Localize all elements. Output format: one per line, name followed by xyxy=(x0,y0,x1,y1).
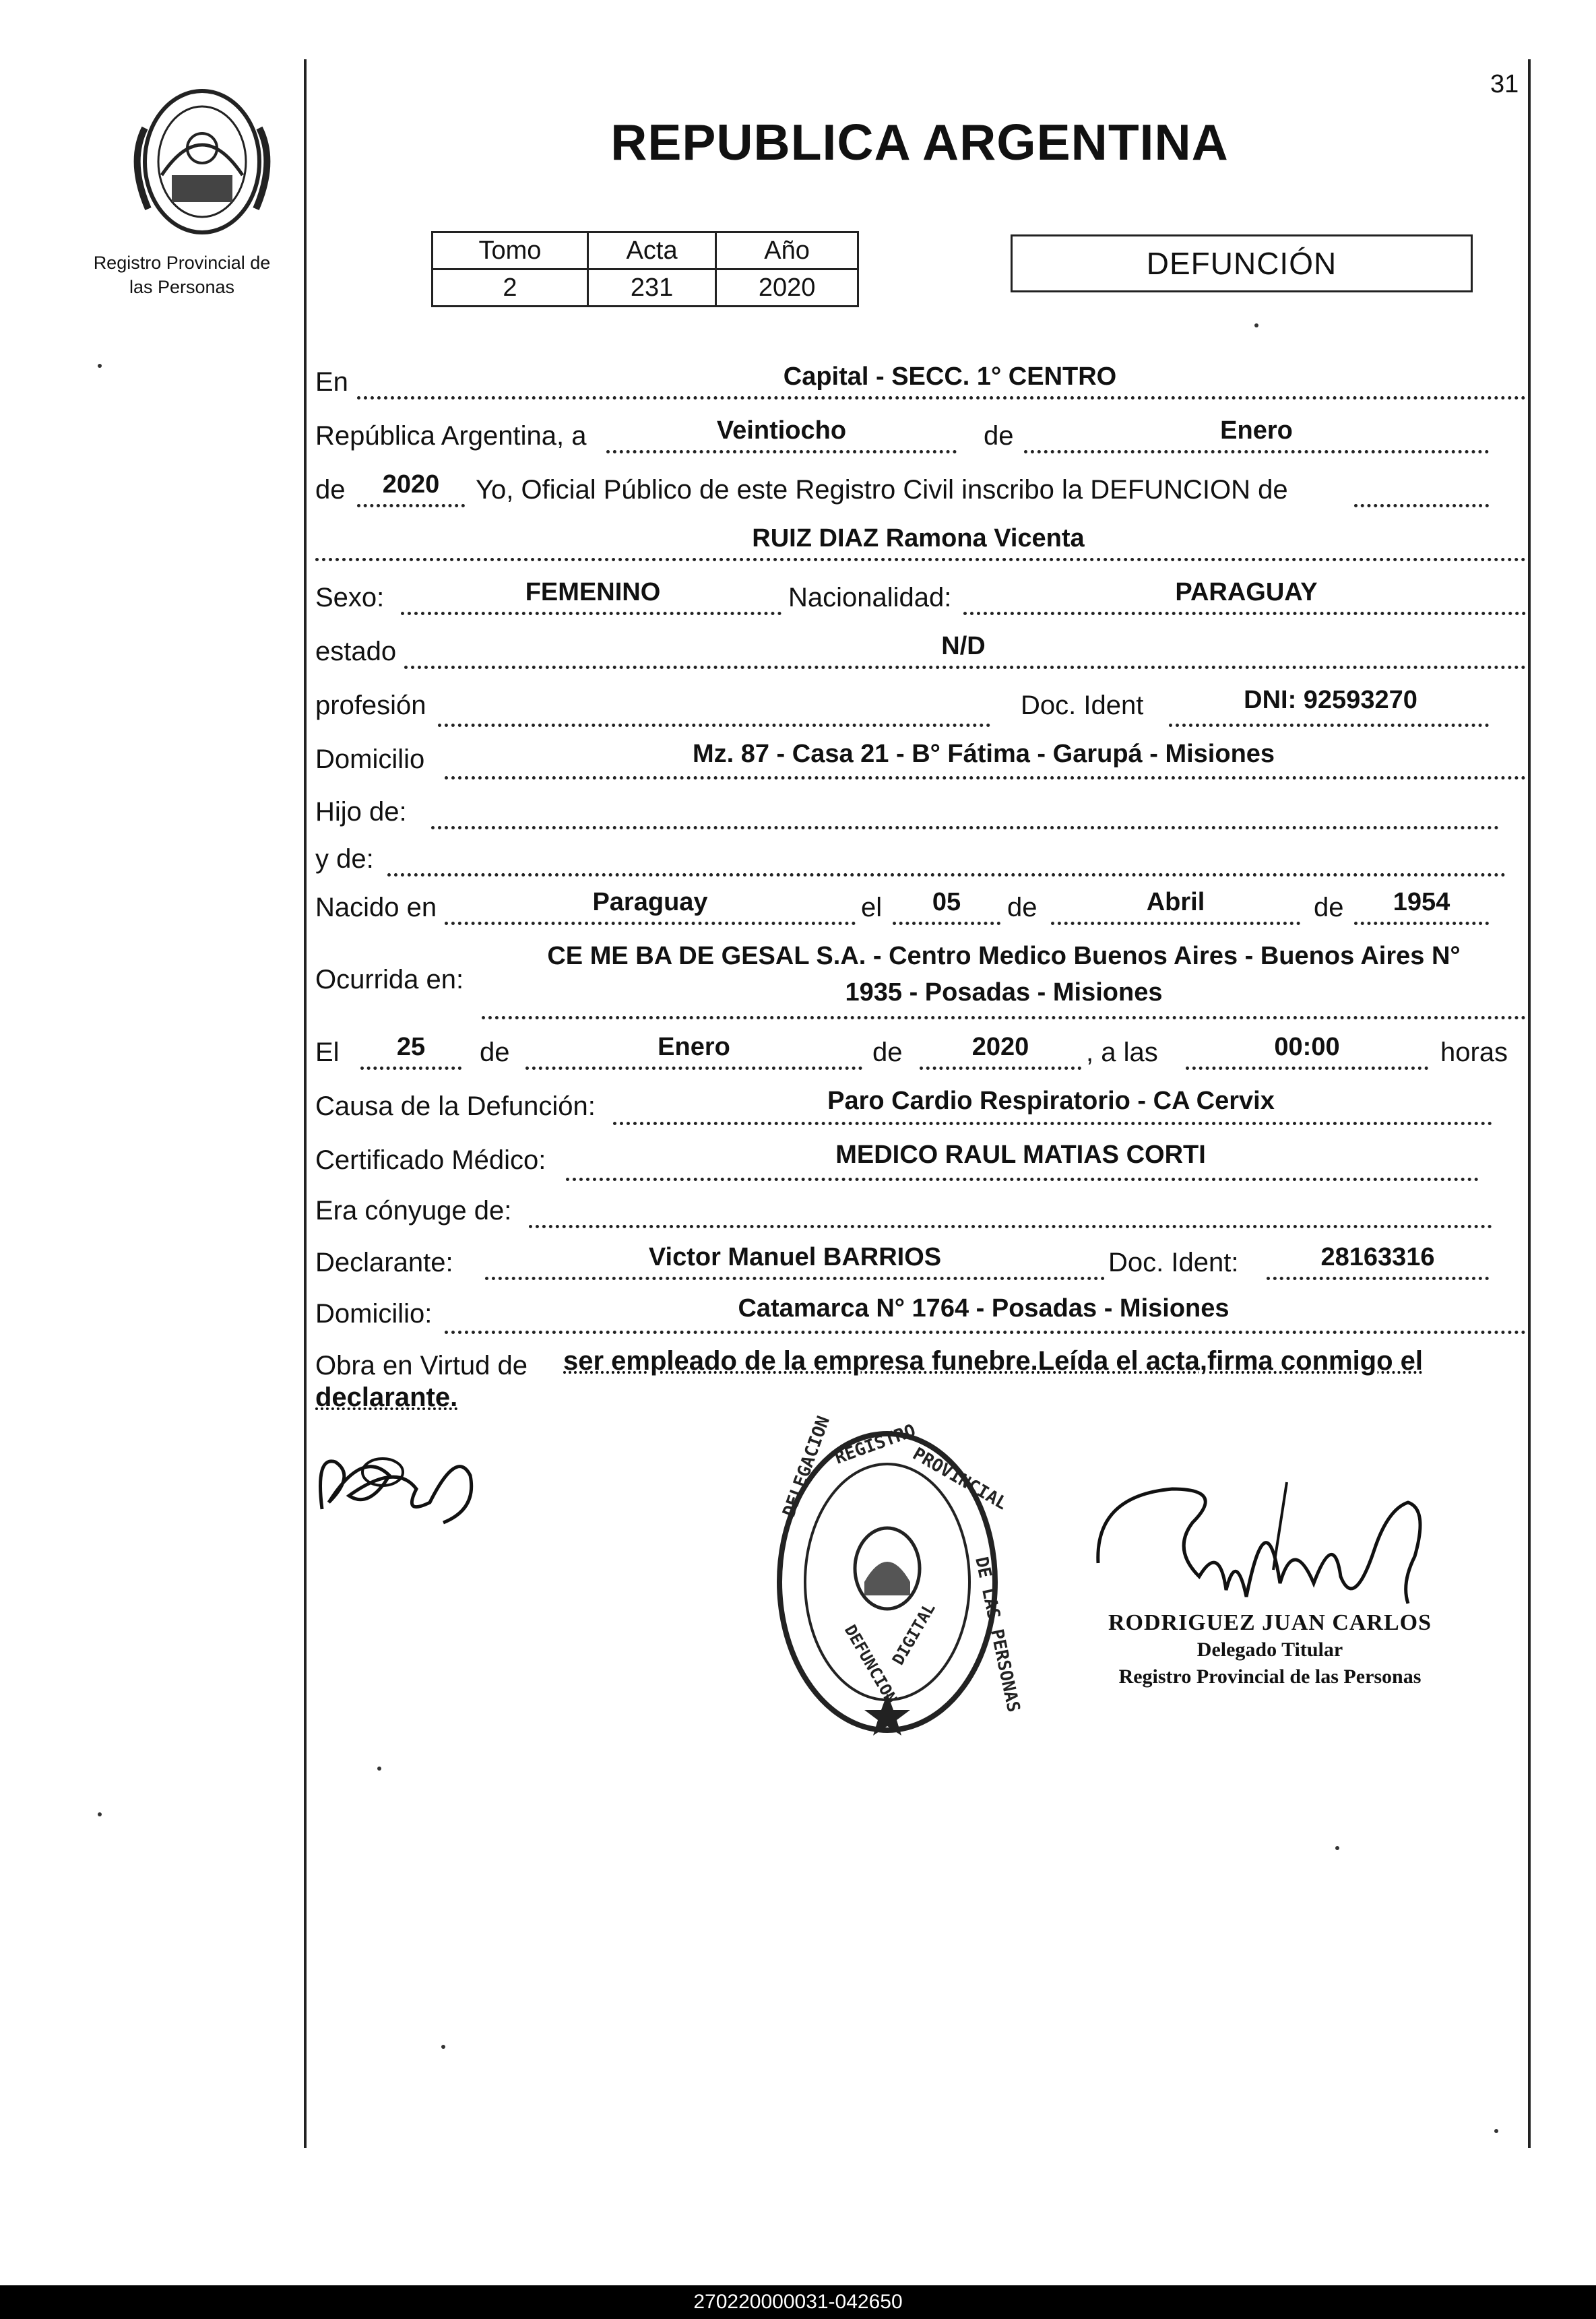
fallecimiento-hora-line xyxy=(1186,1067,1428,1070)
fallecimiento-hora: 00:00 xyxy=(1274,1033,1340,1061)
causa-label: Causa de la Defunción: xyxy=(315,1091,596,1121)
nacido-anio: 1954 xyxy=(1393,888,1450,916)
declarante-line xyxy=(485,1277,1105,1280)
declarante-doc-line xyxy=(1267,1277,1489,1280)
en-value: Capital - SECC. 1° CENTRO xyxy=(783,362,1117,391)
sexo-value: FEMENINO xyxy=(525,578,661,606)
nacionalidad-label: Nacionalidad: xyxy=(788,583,952,612)
declarante-label: Declarante: xyxy=(315,1248,453,1277)
fallecimiento-mes-line xyxy=(525,1067,862,1070)
nacido-dia: 05 xyxy=(932,888,961,916)
fecha-mes: Enero xyxy=(1220,416,1293,445)
footer-code: 270220000031-042650 xyxy=(693,2291,903,2313)
fallecimiento-dia-line xyxy=(360,1067,461,1070)
y-de-line xyxy=(387,873,1506,877)
scan-speck xyxy=(1494,2129,1498,2133)
svg-text:DIGITAL: DIGITAL xyxy=(888,1599,939,1668)
domicilio-declarante-label: Domicilio: xyxy=(315,1299,433,1329)
inscripcion-line xyxy=(1354,504,1489,507)
svg-text:DELEGACION: DELEGACION xyxy=(779,1413,835,1520)
official-role: Delegado Titular xyxy=(1196,1639,1343,1661)
anio-header: Año xyxy=(716,232,858,269)
left-margin-line xyxy=(304,59,307,2148)
fecha-dia: Veintiocho xyxy=(716,416,847,445)
ocurrida-dotted-line xyxy=(482,1016,1526,1019)
declarant-signature-icon xyxy=(309,1435,490,1529)
svg-text:DEFUNCION: DEFUNCION xyxy=(840,1622,901,1707)
right-margin-line xyxy=(1528,59,1531,2148)
registry-label xyxy=(74,251,290,299)
certificado-label: Certificado Médico: xyxy=(315,1145,546,1175)
doc-ident-value: DNI: 92593270 xyxy=(1244,686,1417,714)
obra-line1: ser empleado de la empresa funebre.Leída el acta,firma conmigo el xyxy=(563,1346,1424,1376)
domicilio-declarante-value: Catamarca N° 1764 - Posadas - Misiones xyxy=(738,1294,1230,1323)
deceased-name: RUIZ DIAZ Ramona Vicenta xyxy=(752,524,1085,552)
estado-label: estado xyxy=(315,637,397,666)
ocurrida-label: Ocurrida en: xyxy=(315,965,464,994)
declarante-doc-value: 28163316 xyxy=(1320,1243,1435,1271)
official-name: RODRIGUEZ JUAN CARLOS xyxy=(1108,1610,1432,1635)
domicilio-value: Mz. 87 - Casa 21 - B° Fátima - Garupá - Misiones xyxy=(692,740,1275,768)
scan-speck xyxy=(1254,323,1258,327)
declarante-doc-label: Doc. Ident: xyxy=(1108,1248,1239,1277)
nacido-mes-line xyxy=(1051,922,1300,925)
sexo-line xyxy=(401,612,781,615)
record-table xyxy=(431,231,859,307)
fecha-dia-line xyxy=(606,450,957,453)
tomo-header: Tomo xyxy=(433,232,588,269)
nacido-dia-line xyxy=(893,922,1000,925)
scan-speck xyxy=(377,1767,381,1771)
nacido-el-label: el xyxy=(861,893,883,922)
en-dotted-line xyxy=(357,396,1526,400)
causa-value: Paro Cardio Respiratorio - CA Cervix xyxy=(827,1087,1275,1115)
official-office: Registro Provincial de las Personas xyxy=(1118,1665,1422,1688)
hijo-de-label: Hijo de: xyxy=(315,797,407,827)
fecha-anio-line xyxy=(357,504,465,507)
profesion-line xyxy=(438,724,990,727)
doc-ident-label: Doc. Ident xyxy=(1021,691,1144,720)
fallecimiento-horas-label: horas xyxy=(1440,1038,1508,1067)
scan-speck xyxy=(1335,1846,1339,1850)
page-number: 31 xyxy=(1490,70,1519,98)
certificado-line xyxy=(566,1178,1479,1181)
page-title: REPUBLICA ARGENTINA xyxy=(610,114,1229,170)
en-label: En xyxy=(315,367,348,397)
nacionalidad-line xyxy=(963,612,1526,615)
profesion-label: profesión xyxy=(315,691,426,720)
svg-text:PROVINCIAL: PROVINCIAL xyxy=(909,1444,1011,1515)
domicilio-label: Domicilio xyxy=(315,744,425,774)
nacido-de-label: de xyxy=(1007,893,1038,922)
republica-label: República Argentina, a xyxy=(315,421,587,451)
domicilio-line xyxy=(445,776,1526,780)
y-de-label: y de: xyxy=(315,844,374,874)
fallecimiento-alas-label: , a las xyxy=(1086,1038,1158,1067)
fallecimiento-de-label: de xyxy=(480,1038,510,1067)
nacionalidad-value: PARAGUAY xyxy=(1175,578,1318,606)
nacido-de2-label: de xyxy=(1314,893,1344,922)
fallecimiento-anio-line xyxy=(920,1067,1081,1070)
nacido-mes: Abril xyxy=(1146,888,1205,916)
fallecimiento-dia: 25 xyxy=(396,1033,426,1061)
fallecimiento-anio: 2020 xyxy=(971,1033,1029,1061)
domicilio-declarante-line xyxy=(445,1331,1526,1334)
fecha-de2-label: de xyxy=(315,475,346,505)
nacido-lugar: Paraguay xyxy=(592,888,708,916)
inscripcion-text: Yo, Oficial Público de este Registro Civil inscribo la DEFUNCION de xyxy=(476,475,1288,505)
hijo-de-line xyxy=(431,826,1499,829)
province-emblem-icon xyxy=(115,74,290,243)
doc-ident-line xyxy=(1169,724,1489,727)
scan-speck xyxy=(441,2045,445,2049)
document-type-box: DEFUNCIÓN xyxy=(1011,234,1473,292)
fecha-mes-line xyxy=(1024,450,1489,453)
causa-line xyxy=(613,1122,1492,1125)
sexo-label: Sexo: xyxy=(315,583,385,612)
acta-header: Acta xyxy=(587,232,715,269)
tomo-value: 2 xyxy=(433,269,588,307)
svg-text:DE LAS PERSONAS: DE LAS PERSONAS xyxy=(971,1555,1024,1715)
obra-line2: declarante. xyxy=(315,1383,458,1412)
scan-speck xyxy=(98,1812,102,1816)
declarante-value: Victor Manuel BARRIOS xyxy=(648,1243,942,1271)
estado-value: N/D xyxy=(941,632,986,660)
obra-label: Obra en Virtud de xyxy=(315,1351,528,1380)
fallecimiento-el-label: El xyxy=(315,1038,340,1067)
fecha-anio: 2020 xyxy=(382,470,440,499)
name-line xyxy=(315,558,1526,561)
certificado-value: MEDICO RAUL MATIAS CORTI xyxy=(835,1141,1206,1169)
fallecimiento-de2-label: de xyxy=(872,1038,903,1067)
scan-speck xyxy=(98,364,102,368)
registry-label-line1: Registro Provincial de xyxy=(93,253,271,273)
registry-label-line2: las Personas xyxy=(129,277,235,297)
anio-value: 2020 xyxy=(716,269,858,307)
fallecimiento-mes: Enero xyxy=(658,1033,730,1061)
conyuge-label: Era cónyuge de: xyxy=(315,1196,512,1226)
official-signature-icon xyxy=(1091,1469,1442,1617)
ocurrida-line2: 1935 - Posadas - Misiones xyxy=(845,978,1163,1007)
nacido-anio-line xyxy=(1354,922,1489,925)
nacido-lugar-line xyxy=(445,922,856,925)
conyuge-line xyxy=(529,1225,1492,1228)
estado-line xyxy=(404,666,1526,669)
nacido-label: Nacido en xyxy=(315,893,437,922)
svg-text:REGISTRO: REGISTRO xyxy=(832,1420,919,1469)
official-seal-icon xyxy=(773,1413,1024,1737)
fecha-de-label: de xyxy=(984,421,1014,451)
ocurrida-line1: CE ME BA DE GESAL S.A. - Centro Medico Buenos Aires - Buenos Aires N° xyxy=(547,942,1461,970)
acta-value: 231 xyxy=(587,269,715,307)
